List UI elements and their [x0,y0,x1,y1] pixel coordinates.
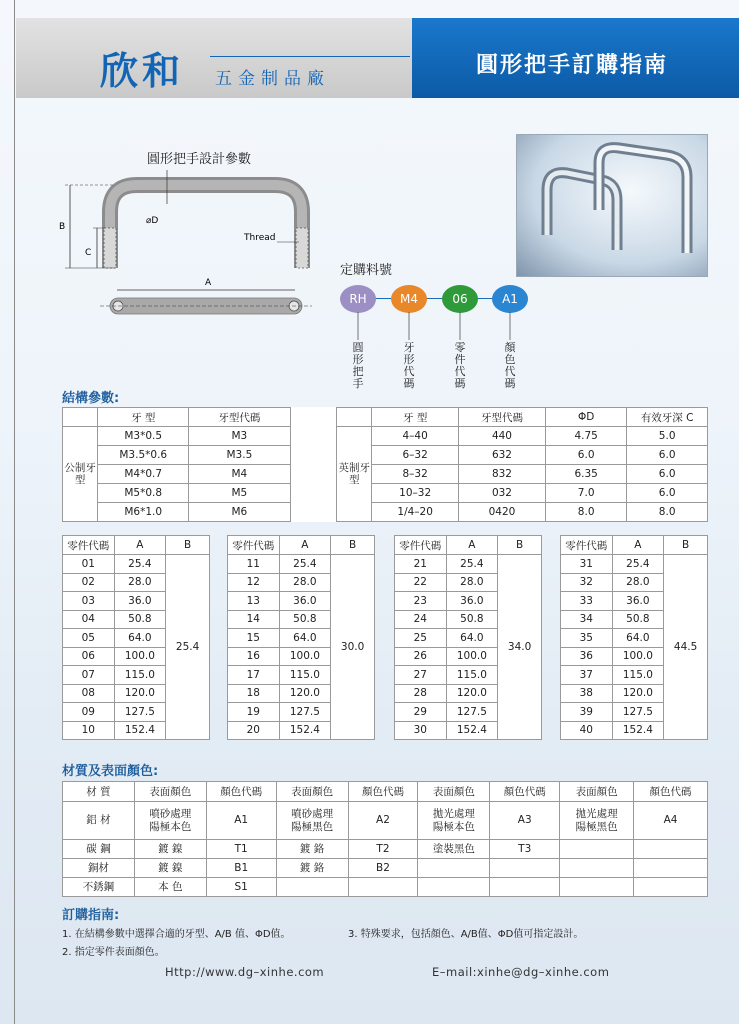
metric-code-cell: M3.5 [189,446,290,465]
imperial-d-cell: 8.0 [545,503,626,522]
part-a-cell: 115.0 [114,666,166,685]
company-subtitle: 五金制品廠 [215,69,330,89]
guide-line-2: 2. 指定零件表面顏色。 [62,947,165,958]
metric-type-cell: M6*1.0 [98,503,189,522]
part-code-cell: 27 [395,666,447,685]
part-code-cell: 11 [228,555,280,574]
materials-cell [560,840,634,859]
part-a-cell: 100.0 [446,647,498,666]
part-code-cell: 04 [63,610,115,629]
materials-cell: A1 [206,802,276,840]
materials-header-cell: 表面顏色 [276,782,348,802]
part-a-cell: 36.0 [114,592,166,611]
part-code-cell: 02 [63,573,115,592]
imperial-type-cell: 6–32 [372,446,459,465]
part-code-cell: 35 [561,629,613,648]
table-row [63,878,708,897]
table-row [395,555,542,574]
table-row [63,802,708,840]
materials-cell [560,859,634,878]
part-b-cell: 30.0 [331,555,375,740]
imperial-code-cell: 440 [458,427,545,446]
table-row [63,555,210,574]
imperial-depth-cell: 8.0 [627,503,708,522]
materials-cell [348,878,418,897]
imperial-type-cell: 1/4–20 [372,503,459,522]
part-code-cell: 39 [561,703,613,722]
part-code-cell: 03 [63,592,115,611]
part-a-cell: 152.4 [612,721,664,740]
materials-cell: 拋光處理 陽極黑色 [560,802,634,840]
materials-cell [276,878,348,897]
materials-cell [634,859,708,878]
parts-header-cell: A [279,536,331,555]
part-code-cell: 10 [63,721,115,740]
materials-header-cell: 顏色代碼 [634,782,708,802]
part-code-cell: 19 [228,703,280,722]
imperial-depth-cell: 6.0 [627,484,708,503]
left-margin-rule [14,0,15,1024]
part-a-cell: 28.0 [114,573,166,592]
part-a-cell: 120.0 [612,684,664,703]
imperial-corner [337,408,372,427]
part-a-cell: 115.0 [446,666,498,685]
part-a-cell: 50.8 [612,610,664,629]
part-b-cell: 44.5 [664,555,708,740]
part-a-cell: 36.0 [279,592,331,611]
imperial-d-cell: 6.35 [545,465,626,484]
materials-cell: 鍍 鎳 [134,859,206,878]
part-a-cell: 64.0 [114,629,166,648]
part-code-cell: 13 [228,592,280,611]
part-code-cell: 33 [561,592,613,611]
dim-d-label: ⌀D [146,216,159,226]
dim-a-label: A [205,278,212,288]
code-bubble-m4: M4 [391,285,427,313]
header-left-band [16,18,412,98]
part-code-cell: 38 [561,684,613,703]
materials-header-cell: 表面顏色 [418,782,490,802]
part-code-cell: 05 [63,629,115,648]
materials-cell: 銅材 [63,859,135,878]
materials-cell: 拋光處理 陽極本色 [418,802,490,840]
imperial-type-cell: 8–32 [372,465,459,484]
metric-code-cell: M6 [189,503,290,522]
part-code-cell: 31 [561,555,613,574]
materials-header-cell: 材 質 [63,782,135,802]
materials-cell: 塗裝黑色 [418,840,490,859]
part-code-cell: 12 [228,573,280,592]
metric-code-cell: M4 [189,465,290,484]
code-meaning-m4: 牙形代碼 [403,341,415,390]
materials-cell [418,878,490,897]
metric-type-cell: M4*0.7 [98,465,189,484]
footer-url[interactable]: Http://www.dg–xinhe.com [165,965,325,979]
part-a-cell: 64.0 [279,629,331,648]
part-a-cell: 28.0 [446,573,498,592]
part-code-cell: 40 [561,721,613,740]
materials-header-cell: 表面顏色 [134,782,206,802]
materials-header-cell: 顏色代碼 [490,782,560,802]
metric-type-label: 公制牙型 [63,427,98,522]
imperial-header-d: ΦD [545,408,626,427]
materials-cell [634,878,708,897]
imperial-code-cell: 032 [458,484,545,503]
materials-cell: B1 [206,859,276,878]
part-a-cell: 100.0 [114,647,166,666]
metric-header-code: 牙型代碼 [189,408,290,427]
part-a-cell: 28.0 [279,573,331,592]
part-code-cell: 29 [395,703,447,722]
structure-section-title: 結構參數: [62,391,120,406]
parts-header-cell: B [498,536,542,555]
part-a-cell: 120.0 [279,684,331,703]
part-a-cell: 127.5 [446,703,498,722]
part-a-cell: 127.5 [612,703,664,722]
part-a-cell: 25.4 [446,555,498,574]
imperial-d-cell: 7.0 [545,484,626,503]
materials-cell [490,878,560,897]
code-meaning-rh: 圓形把手 [352,341,364,390]
table-row [63,840,708,859]
imperial-type-label: 英制牙型 [337,427,372,522]
part-a-cell: 28.0 [612,573,664,592]
imperial-header-type: 牙 型 [372,408,459,427]
materials-cell [560,878,634,897]
imperial-code-cell: 0420 [458,503,545,522]
materials-cell: 鍍 鉻 [276,859,348,878]
part-code-cell: 26 [395,647,447,666]
guide-line-3: 3. 特殊要求，包括顏色、A/B值、ΦD值可指定設計。 [348,929,584,940]
parts-header-cell: 零件代碼 [63,536,115,555]
code-meaning-a1: 顏色代碼 [504,341,516,390]
parts-header-cell: 零件代碼 [228,536,280,555]
imperial-type-cell: 10–32 [372,484,459,503]
structure-table [62,407,708,522]
company-logo: 欣和 [100,48,185,93]
part-code-cell: 20 [228,721,280,740]
part-code-cell: 01 [63,555,115,574]
part-b-cell: 25.4 [166,555,210,740]
part-a-cell: 50.8 [114,610,166,629]
diagram-title: 圓形把手設計參數 [147,152,252,167]
part-code-cell: 32 [561,573,613,592]
metric-type-cell: M3*0.5 [98,427,189,446]
parts-header-cell: B [331,536,375,555]
materials-cell: T1 [206,840,276,859]
part-a-cell: 100.0 [279,647,331,666]
part-a-cell: 50.8 [279,610,331,629]
materials-cell: T2 [348,840,418,859]
part-a-cell: 25.4 [612,555,664,574]
part-code-cell: 34 [561,610,613,629]
part-a-cell: 36.0 [612,592,664,611]
imperial-type-cell: 4–40 [372,427,459,446]
materials-cell: A2 [348,802,418,840]
part-code-cell: 08 [63,684,115,703]
materials-cell: 不銹鋼 [63,878,135,897]
part-code-cell: 25 [395,629,447,648]
materials-cell: A3 [490,802,560,840]
imperial-code-cell: 632 [458,446,545,465]
guide-section-title: 訂購指南: [62,908,120,923]
footer-email[interactable]: E–mail:xinhe@dg–xinhe.com [432,965,610,979]
parts-table-2 [227,535,375,740]
imperial-d-cell: 4.75 [545,427,626,446]
parts-header-cell: B [166,536,210,555]
part-code-cell: 14 [228,610,280,629]
code-leader-lines [340,312,530,342]
part-a-cell: 127.5 [114,703,166,722]
materials-cell: 本 色 [134,878,206,897]
part-a-cell: 152.4 [279,721,331,740]
materials-cell: 噴砂處理 陽極黑色 [276,802,348,840]
materials-header-cell: 表面顏色 [560,782,634,802]
part-a-cell: 115.0 [279,666,331,685]
part-a-cell: 25.4 [114,555,166,574]
parts-table-1 [62,535,210,740]
part-code-cell: 18 [228,684,280,703]
materials-cell: 鍍 鎳 [134,840,206,859]
part-code-cell: 28 [395,684,447,703]
imperial-d-cell: 6.0 [545,446,626,465]
part-a-cell: 36.0 [446,592,498,611]
part-code-cell: 09 [63,703,115,722]
code-meaning-06: 零件代碼 [454,341,466,390]
imperial-header-depth: 有效牙深 C [627,408,708,427]
materials-section-title: 材質及表面顏色: [62,764,159,779]
metric-type-cell: M5*0.8 [98,484,189,503]
materials-header-cell: 顏色代碼 [348,782,418,802]
parts-header-cell: A [446,536,498,555]
imperial-depth-cell: 5.0 [627,427,708,446]
materials-cell: S1 [206,878,276,897]
materials-cell: B2 [348,859,418,878]
part-a-cell: 152.4 [114,721,166,740]
materials-header-cell: 顏色代碼 [206,782,276,802]
metric-code-cell: M3 [189,427,290,446]
product-photo [516,134,708,277]
materials-cell: A4 [634,802,708,840]
code-bubble-a1: A1 [492,285,528,313]
part-a-cell: 100.0 [612,647,664,666]
materials-table [62,781,708,897]
imperial-depth-cell: 6.0 [627,465,708,484]
guide-line-1: 1. 在結構參數中選擇合適的牙型、A/B 值、ΦD值。 [62,929,291,940]
part-a-cell: 120.0 [114,684,166,703]
part-a-cell: 120.0 [446,684,498,703]
part-code-cell: 07 [63,666,115,685]
part-a-cell: 127.5 [279,703,331,722]
code-bubble-06: 06 [442,285,478,313]
imperial-depth-cell: 6.0 [627,446,708,465]
parts-header-cell: B [664,536,708,555]
part-code-cell: 17 [228,666,280,685]
table-row [63,859,708,878]
metric-type-cell: M3.5*0.6 [98,446,189,465]
part-code-cell: 36 [561,647,613,666]
handle-diagram [55,170,325,330]
logo-underline [210,56,410,57]
part-code-cell: 23 [395,592,447,611]
materials-cell [490,859,560,878]
dim-c-label: C [85,248,92,258]
table-row [228,555,375,574]
part-a-cell: 64.0 [446,629,498,648]
code-bubble-rh: RH [340,285,376,313]
parts-header-cell: A [114,536,166,555]
materials-cell [418,859,490,878]
materials-cell: T3 [490,840,560,859]
part-a-cell: 64.0 [612,629,664,648]
part-a-cell: 152.4 [446,721,498,740]
structure-gap [290,408,337,522]
table-row [561,555,708,574]
metric-code-cell: M5 [189,484,290,503]
part-code-cell: 24 [395,610,447,629]
part-a-cell: 50.8 [446,610,498,629]
parts-table-3 [394,535,542,740]
thread-label: Thread [244,233,276,243]
part-code-cell: 21 [395,555,447,574]
parts-header-cell: 零件代碼 [561,536,613,555]
part-code-cell: 16 [228,647,280,666]
materials-cell: 噴砂處理 陽極本色 [134,802,206,840]
parts-header-cell: 零件代碼 [395,536,447,555]
structure-corner [63,408,98,427]
metric-header-type: 牙 型 [98,408,189,427]
dim-b-label: B [59,222,66,232]
part-b-cell: 34.0 [498,555,542,740]
imperial-header-code: 牙型代碼 [458,408,545,427]
imperial-code-cell: 832 [458,465,545,484]
parts-header-cell: A [612,536,664,555]
part-code-cell: 06 [63,647,115,666]
part-code-cell: 30 [395,721,447,740]
part-a-cell: 25.4 [279,555,331,574]
part-code-cell: 15 [228,629,280,648]
order-code-title: 定購料號 [340,263,393,278]
materials-cell [634,840,708,859]
part-code-cell: 37 [561,666,613,685]
materials-cell: 鋁 材 [63,802,135,840]
part-code-cell: 22 [395,573,447,592]
materials-cell: 鍍 鉻 [276,840,348,859]
page-title: 圓形把手訂購指南 [476,53,669,78]
parts-table-4 [560,535,708,740]
part-a-cell: 115.0 [612,666,664,685]
materials-cell: 碳 鋼 [63,840,135,859]
